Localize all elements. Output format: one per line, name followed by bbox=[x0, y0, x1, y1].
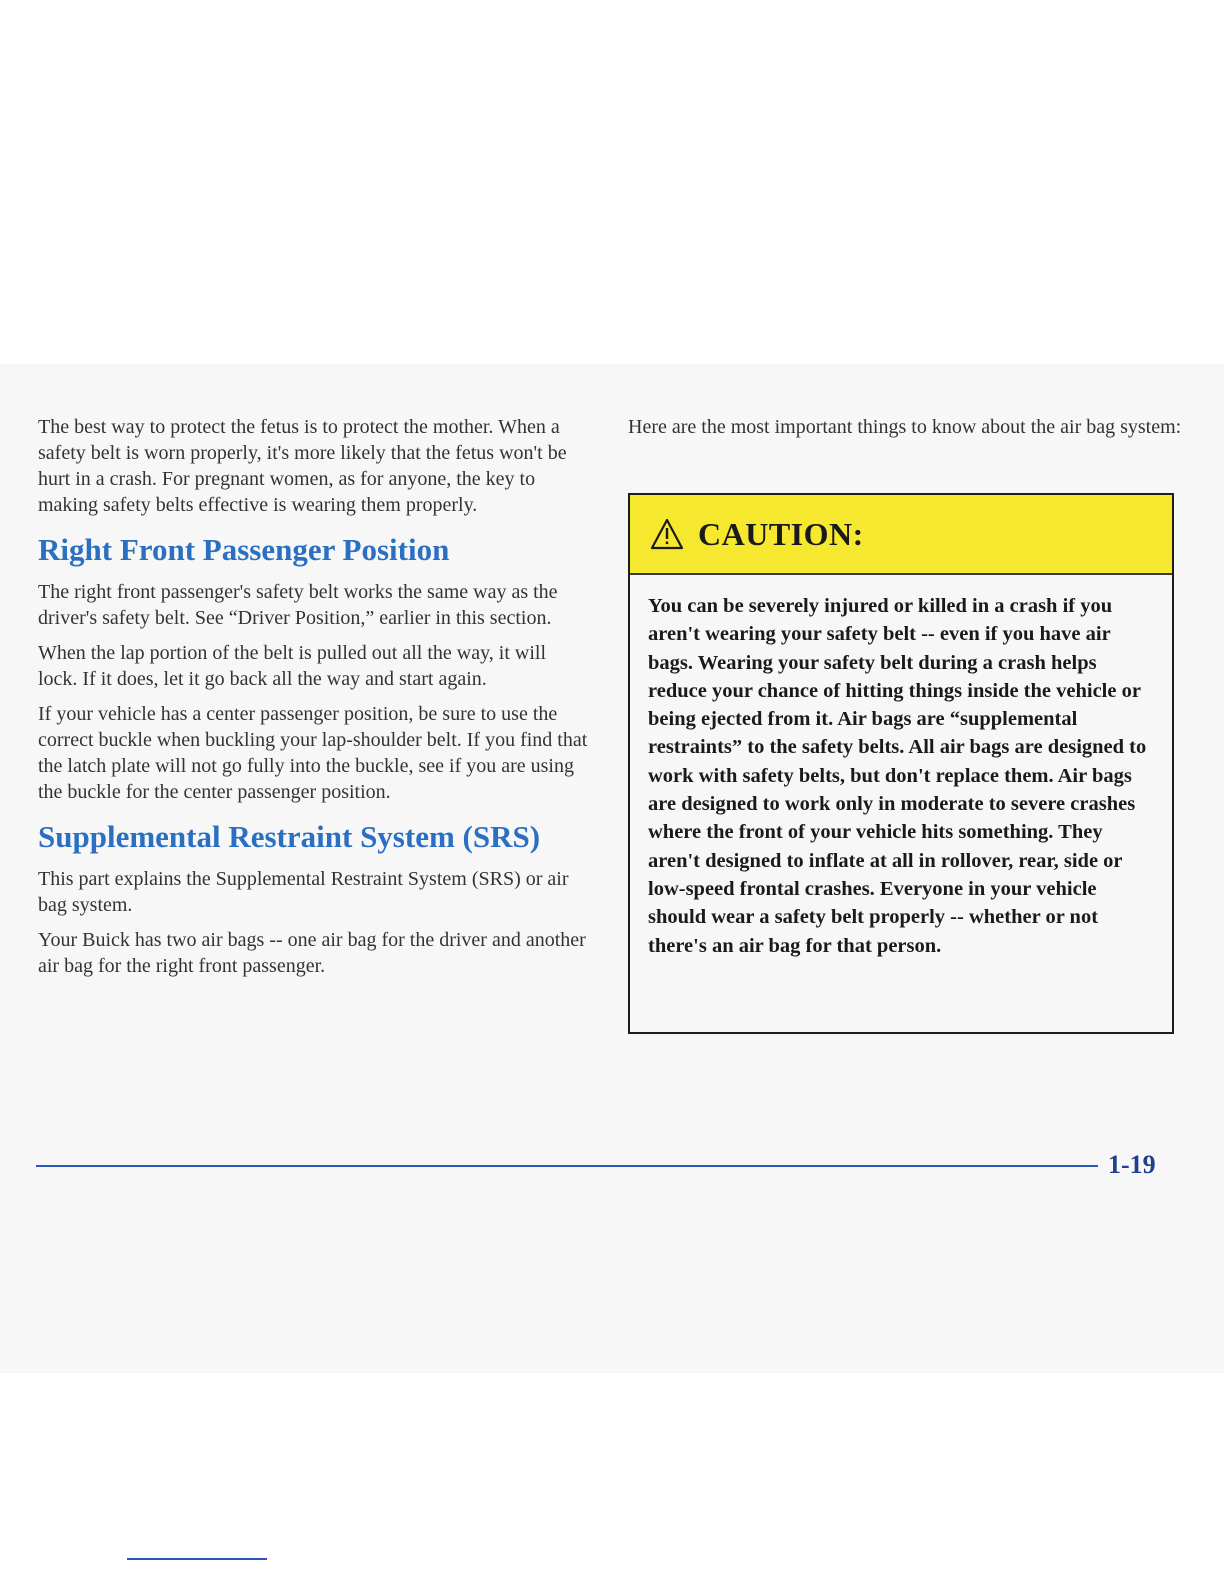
warning-triangle-icon bbox=[650, 518, 684, 550]
page-number: 1-19 bbox=[1108, 1150, 1156, 1179]
right-column bbox=[628, 414, 1184, 449]
paragraph-lap-lock: When the lap portion of the belt is pulled out all the way, it will lock. If it does, let it go back all the way and start again. bbox=[38, 642, 547, 690]
intro-paragraph: The best way to protect the fetus is to protect the mother. When a safety belt is worn properly, it's more likely that the fetus won't be hurt in a crash. For pregnant women, as for anyone, the key to making safety belts effective is wearing them properly. bbox=[38, 416, 567, 516]
paragraph-two-air-bags: Your Buick has two air bags -- one air bag for the driver and another air bag for the right front passenger. bbox=[38, 929, 586, 977]
paragraph-passenger-belt: The right front passenger's safety belt works the same way as the driver's safety belt. See “Driver Position,” earlier in this section. bbox=[38, 581, 558, 629]
footer-rule bbox=[36, 1165, 1098, 1167]
air-bag-intro: Here are the most important things to know about the air bag system: bbox=[628, 416, 1182, 438]
caution-title: CAUTION: bbox=[698, 515, 864, 552]
left-column bbox=[38, 414, 588, 988]
heading-srs: Supplemental Restraint System (SRS) bbox=[38, 819, 541, 854]
caution-body: You can be severely injured or killed in a crash if you aren't wearing your safety belt -- even if you have air bags. Wearing your safety belt during a crash helps reduce your chance of hitting things inside the vehicle or being ejected from it. Air bags are “supplemental restraints” to the safety belts. All air bags are designed to work with safety belts, but don't replace them. Air bags are designed to work only in moderate to severe crashes where the front of your vehicle hits something. They aren't designed to inflate at all in rollover, rear, side or low-speed frontal crashes. Everyone in your vehicle should wear a safety belt properly -- whether or not there's an air bag for that person. bbox=[648, 595, 1147, 957]
heading-right-front-passenger: Right Front Passenger Position bbox=[38, 532, 450, 567]
bottom-rule-mark bbox=[127, 1558, 267, 1560]
paragraph-center-buckle: If your vehicle has a center passenger position, be sure to use the correct buckle when buckling your lap-shoulder belt. If you find that the latch plate will not go fully into the buckle, see if you are using the buckle for the center passenger position. bbox=[38, 703, 588, 803]
caution-header bbox=[630, 495, 1172, 575]
caution-box bbox=[628, 493, 1174, 1034]
paragraph-srs-explains: This part explains the Supplemental Restraint System (SRS) or air bag system. bbox=[38, 868, 569, 916]
